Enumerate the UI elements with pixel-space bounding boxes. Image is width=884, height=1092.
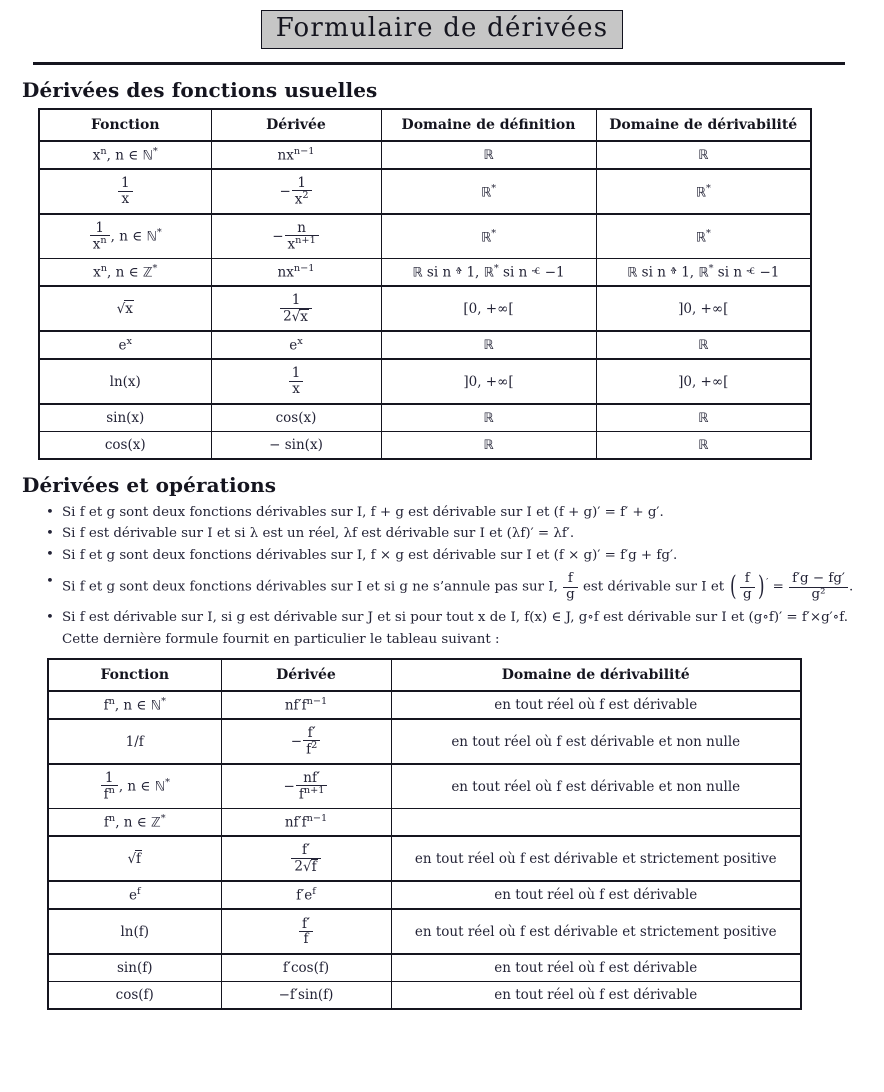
- fraction-numerator: f′g − fg′: [792, 571, 845, 587]
- bullet-icon: •: [46, 525, 54, 541]
- cell-function: $e^x$: [39, 331, 211, 359]
- table-row: [39, 432, 811, 460]
- cell-function: cos(f): [48, 982, 221, 1010]
- equals-symbol: =: [772, 579, 784, 595]
- cell-domain-derivability: en tout réel où f est dérivable: [391, 982, 801, 1010]
- cell-function: $\frac{1}{f^n}$ , n ∈ ℕ*: [48, 764, 221, 809]
- cell-function: $x^n$, n ∈ ℕ*: [39, 141, 211, 169]
- fraction-numerator: f: [567, 571, 573, 587]
- cell-domain-derivability: en tout réel où f est dérivable: [391, 691, 801, 719]
- cell-derivative: − $\frac{1}{x^2}$: [211, 169, 381, 214]
- bullet-icon: •: [46, 573, 54, 589]
- quotient-rule-middle: est dérivable sur I et: [582, 579, 725, 595]
- list-item: [46, 503, 884, 523]
- table-row: [48, 954, 801, 982]
- cell-domain-definition: ℝ*: [381, 214, 596, 259]
- usual-derivatives-table: [38, 108, 812, 460]
- cell-domain-definition: ℝ: [381, 141, 596, 169]
- cell-derivative: f′cos(f): [221, 954, 391, 982]
- page-title: Formulaire de dérivées: [261, 10, 624, 49]
- cell-domain-derivability: ℝ*: [596, 169, 811, 214]
- chain-rule-text: Si f est dérivable sur I, si g est dérivable sur J et si pour tout x de I, f(x) ∈ J, g∘f est dérivable sur I et (g∘f)′ = f′×g′∘f.: [62, 610, 848, 626]
- table-row: [48, 836, 801, 881]
- cell-domain-definition: ℝ: [381, 331, 596, 359]
- table-row: [48, 809, 801, 837]
- fraction-denominator: g: [740, 587, 755, 602]
- cell-function: 1/f: [48, 719, 221, 764]
- composition-table-wrapper: [0, 658, 884, 1010]
- cell-domain-definition: ℝ: [381, 432, 596, 460]
- table-row: [48, 909, 801, 954]
- cell-function: sin(f): [48, 954, 221, 982]
- column-header-derivative: Dérivée: [221, 659, 391, 691]
- list-item-chain-rule: [46, 608, 884, 628]
- cell-domain-derivability: en tout réel où f est dérivable et non nulle: [391, 719, 801, 764]
- cell-domain-definition: ℝ si n ⱖ 1, ℝ* si n ⱕ −1: [381, 259, 596, 287]
- operations-bullet-list: [0, 503, 884, 628]
- column-header-domain-derivability: Domaine de dérivabilité: [391, 659, 801, 691]
- fraction-numerator: f: [744, 571, 750, 587]
- table-row: [39, 259, 811, 287]
- cell-domain-definition: [0, +∞[: [381, 286, 596, 331]
- cell-derivative: $f'e^f$: [221, 881, 391, 909]
- cell-derivative: $\frac{1}{x}$: [211, 359, 381, 404]
- cell-derivative: −f′sin(f): [221, 982, 391, 1010]
- cell-function: sin(x): [39, 404, 211, 432]
- cell-domain-derivability: ]0, +∞[: [596, 359, 811, 404]
- cell-derivative: cos(x): [211, 404, 381, 432]
- cell-domain-derivability: en tout réel où f est dérivable: [391, 881, 801, 909]
- cell-derivative: − sin(x): [211, 432, 381, 460]
- period: .: [848, 579, 854, 595]
- cell-function: √x: [39, 286, 211, 331]
- cell-derivative: $nx^{n-1}$: [211, 141, 381, 169]
- table-row: [48, 982, 801, 1010]
- cell-function: $e^f$: [48, 881, 221, 909]
- quotient-rule-lead: Si f et g sont deux fonctions dérivables sur I et si g ne s’annule pas sur I,: [62, 579, 558, 595]
- title-horizontal-rule: [33, 62, 845, 65]
- cell-domain-derivability: en tout réel où f est dérivable et non nulle: [391, 764, 801, 809]
- cell-domain-derivability: ℝ: [596, 404, 811, 432]
- bullet-text: Si f et g sont deux fonctions dérivables sur I, f + g est dérivable sur I et (f + g)′ = f′ + g′.: [62, 505, 664, 520]
- column-header-derivative: Dérivée: [211, 109, 381, 141]
- section-heading-derivatives-operations: Dérivées et opérations: [22, 473, 277, 497]
- cell-domain-derivability: en tout réel où f est dérivable et strictement positive: [391, 836, 801, 881]
- table-row: [39, 214, 811, 259]
- cell-domain-derivability: en tout réel où f est dérivable: [391, 954, 801, 982]
- table-header-row: [39, 109, 811, 141]
- right-paren-icon: ): [757, 571, 765, 603]
- cell-function: $f^n$, n ∈ ℤ*: [48, 809, 221, 837]
- title-block: [0, 0, 884, 49]
- bullet-text: Si f et g sont deux fonctions dérivables sur I, f × g est dérivable sur I et (f × g)′ = f′g + fg′.: [62, 547, 678, 563]
- list-item: [46, 524, 884, 544]
- quotient-rule-rhs-fraction: [789, 572, 848, 602]
- cell-domain-derivability: ]0, +∞[: [596, 286, 811, 331]
- column-header-domain-definition: Domaine de définition: [381, 109, 596, 141]
- table-header-row: [48, 659, 801, 691]
- column-header-function: Fonction: [39, 109, 211, 141]
- fraction-denominator: g²: [789, 587, 848, 602]
- prime-symbol: ′: [766, 577, 769, 589]
- table-row: [48, 719, 801, 764]
- cell-function: $f^n$, n ∈ ℕ*: [48, 691, 221, 719]
- cell-domain-derivability: ℝ: [596, 432, 811, 460]
- list-item-quotient-rule: [46, 572, 884, 602]
- cell-domain-derivability: en tout réel où f est dérivable et strictement positive: [391, 909, 801, 954]
- table-row: [48, 691, 801, 719]
- cell-derivative: $\frac{1}{2√x}$: [211, 286, 381, 331]
- table-row: [39, 286, 811, 331]
- cell-derivative: $\frac{f'}{f}$: [221, 909, 391, 954]
- cell-derivative: $nf'f^{n-1}$: [221, 691, 391, 719]
- bullet-icon: •: [46, 504, 54, 520]
- cell-domain-derivability: ℝ si n ⱖ 1, ℝ* si n ⱕ −1: [596, 259, 811, 287]
- cell-function: √f: [48, 836, 221, 881]
- cell-function: $\frac{1}{x}$: [39, 169, 211, 214]
- closing-note: Cette dernière formule fournit en particulier le tableau suivant :: [62, 631, 500, 647]
- quotient-rule-lhs-fraction: [740, 572, 755, 602]
- table-row: [39, 169, 811, 214]
- cell-domain-definition: ]0, +∞[: [381, 359, 596, 404]
- cell-derivative: − $\frac{n}{x^{n+1}}$: [211, 214, 381, 259]
- table-row: [39, 141, 811, 169]
- cell-derivative: − $\frac{f'}{f^2}$: [221, 719, 391, 764]
- cell-function: $\frac{1}{x^n}$ , n ∈ ℕ*: [39, 214, 211, 259]
- table-row: [39, 404, 811, 432]
- fraction-denominator: g: [563, 587, 578, 602]
- list-item: [46, 546, 884, 566]
- cell-domain-derivability: ℝ: [596, 141, 811, 169]
- bullet-icon: •: [46, 609, 54, 625]
- cell-function: ln(f): [48, 909, 221, 954]
- cell-domain-derivability: [391, 809, 801, 837]
- table-row: [39, 359, 811, 404]
- cell-domain-definition: ℝ*: [381, 169, 596, 214]
- quotient-rule-fraction-fg: [563, 572, 578, 602]
- table-row: [48, 764, 801, 809]
- composed-derivatives-table: [47, 658, 802, 1010]
- cell-derivative: − $\frac{nf'}{f^{n+1}}$: [221, 764, 391, 809]
- table-row: [39, 331, 811, 359]
- cell-derivative: $e^x$: [211, 331, 381, 359]
- column-header-function: Fonction: [48, 659, 221, 691]
- table-row: [48, 881, 801, 909]
- section-heading-usual-derivatives: Dérivées des fonctions usuelles: [22, 78, 378, 102]
- cell-derivative: $nx^{n-1}$: [211, 259, 381, 287]
- cell-domain-derivability: ℝ*: [596, 214, 811, 259]
- left-paren-icon: (: [730, 571, 737, 603]
- cell-function: cos(x): [39, 432, 211, 460]
- bullet-icon: •: [46, 547, 54, 563]
- cell-domain-definition: ℝ: [381, 404, 596, 432]
- cell-function: ln(x): [39, 359, 211, 404]
- bullet-text: Si f est dérivable sur I et si λ est un réel, λf est dérivable sur I et (λf)′ = λf′.: [62, 526, 575, 542]
- column-header-domain-derivability: Domaine de dérivabilité: [596, 109, 811, 141]
- cell-function: $x^n$, n ∈ ℤ*: [39, 259, 211, 287]
- cell-domain-derivability: ℝ: [596, 331, 811, 359]
- cell-derivative: $\frac{f'}{2√f}$: [221, 836, 391, 881]
- cell-derivative: $nf'f^{n-1}$: [221, 809, 391, 837]
